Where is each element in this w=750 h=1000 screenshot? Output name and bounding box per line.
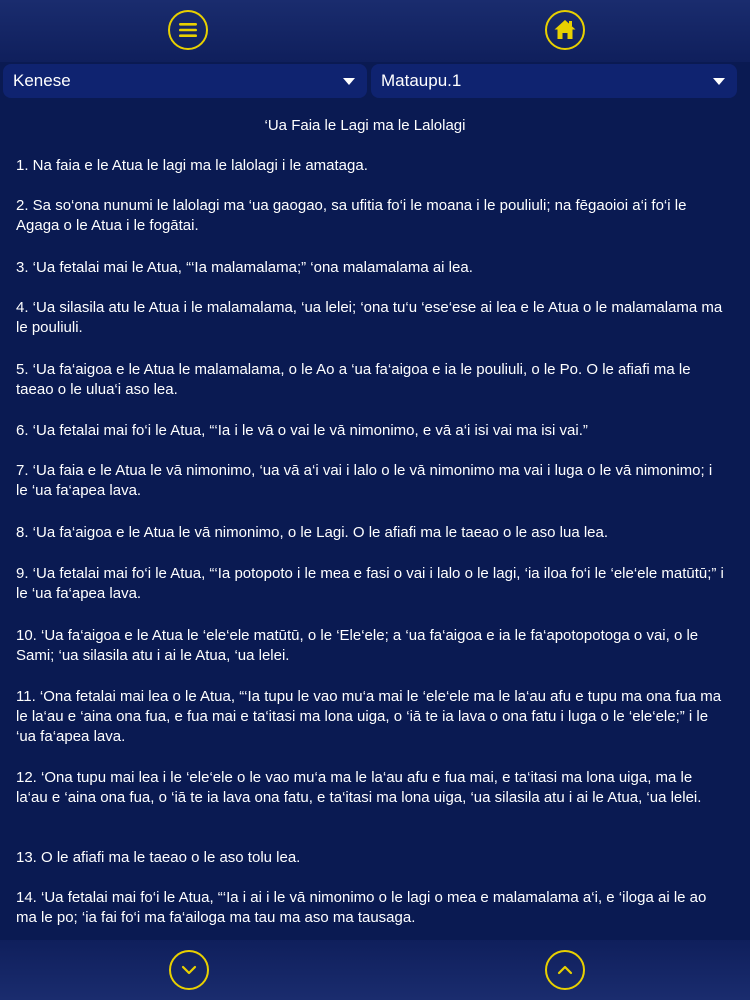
next-button[interactable]	[169, 950, 209, 990]
selector-bar	[0, 62, 750, 100]
chapter-content[interactable]	[0, 100, 750, 940]
book-select[interactable]	[3, 64, 367, 98]
verse: 8. ‘Ua fa‘aigoa e le Atua le vā nimonimo, o le Lagi. O le afiafi ma le taeao o le aso lua lea.	[16, 524, 609, 541]
chevron-down-icon	[178, 959, 200, 981]
verse: 10. ‘Ua fa‘aigoa e le Atua le ‘ele‘ele matūtū, o le ‘Ele‘ele; a ‘ua fa‘aigoa e ia le fa‘apotopotoga o vai, o le Sami; ‘ua silasila atu i ai le Atua, ‘ua lelei.	[16, 627, 699, 664]
verse: 6. ‘Ua fetalai mai fo‘i le Atua, “‘Ia i le vā o vai le vā nimonimo, e vā a‘i isi vai ma isi vai.”	[16, 422, 588, 439]
chevron-up-icon	[554, 959, 576, 981]
verse: 14. ‘Ua fetalai mai fo‘i le Atua, “‘Ia i ai i le vā nimonimo o le lagi o mea e malamalama a‘i, e ‘iloga ai le ao ma le po; ‘ia fai fo‘i ma fa‘ailoga ma tau ma aso ma tausaga.	[16, 889, 707, 926]
chapter-select[interactable]	[371, 64, 737, 98]
verse: 3. ‘Ua fetalai mai le Atua, “‘Ia malamalama;” ‘ona malamalama ai lea.	[16, 259, 473, 276]
chapter-title: ‘Ua Faia le Lagi ma le Lalolagi	[264, 117, 466, 134]
verse: 13. O le afiafi ma le taeao o le aso tolu lea.	[16, 849, 301, 866]
verse: 1. Na faia e le Atua le lagi ma le lalolagi i le amataga.	[16, 157, 368, 174]
bottom-toolbar	[0, 940, 750, 1000]
verse: 4. ‘Ua silasila atu le Atua i le malamalama, ‘ua lelei; ‘ona tu‘u ‘ese‘ese ai lea e le Atua o le malamalama ma le pouliuli.	[16, 299, 723, 336]
home-icon	[552, 17, 578, 43]
verse: 2. Sa so‘ona nunumi le lalolagi ma ‘ua gaogao, sa ufitia fo‘i le moana i le pouliuli; na fēgaoioi a‘i fo‘i le Agaga o le Atua i le fogātai.	[16, 197, 687, 234]
top-toolbar	[0, 0, 750, 62]
caret-down-icon	[713, 78, 725, 85]
chapter-select-value: Mataupu.1	[381, 71, 462, 90]
verse: 7. ‘Ua faia e le Atua le vā nimonimo, ‘ua vā a‘i vai i lalo o le vā nimonimo ma vai i luga o le vā nimonimo; i le ‘ua fa‘apea lava.	[16, 462, 713, 499]
verse: 11. ‘Ona fetalai mai lea o le Atua, “‘Ia tupu le vao mu‘a mai le ‘ele‘ele ma le la‘au afu e tupu ma ona fua ma le la‘au e ‘aina ona fua, e fua mai e ta‘itasi ma lona uiga, o ‘iā te ia lava o ona fatu i luga o le ‘ele‘ele;” i le ‘ua fa‘apea lava.	[16, 688, 722, 745]
book-select-value: Kenese	[13, 71, 71, 90]
verse: 5. ‘Ua fa‘aigoa e le Atua le malamalama, o le Ao a ‘ua fa‘aigoa e ia le pouliuli, o le Po. O le afiafi ma le taeao o le ulua‘i aso lea.	[16, 361, 691, 398]
previous-button[interactable]	[545, 950, 585, 990]
menu-icon	[176, 18, 200, 42]
verse: 12. ‘Ona tupu mai lea i le ‘ele‘ele o le vao mu‘a ma le la‘au afu e fua mai, e ta‘itasi ma lona uiga, ma le la‘au e ‘aina ona fua, o ‘iā te ia lava ona fatu, e ta‘itasi ma lona uiga, ‘ua silasila atu i ai le Atua, ‘ua lelei.	[16, 769, 702, 806]
home-button[interactable]	[545, 10, 585, 50]
verse: 9. ‘Ua fetalai mai fo‘i le Atua, “‘Ia potopoto i le mea e fasi o vai i lalo o le lagi, ‘ia iloa fo‘i le ‘ele‘ele matūtū;” i le ‘ua fa‘apea lava.	[16, 565, 724, 602]
menu-button[interactable]	[168, 10, 208, 50]
caret-down-icon	[343, 78, 355, 85]
